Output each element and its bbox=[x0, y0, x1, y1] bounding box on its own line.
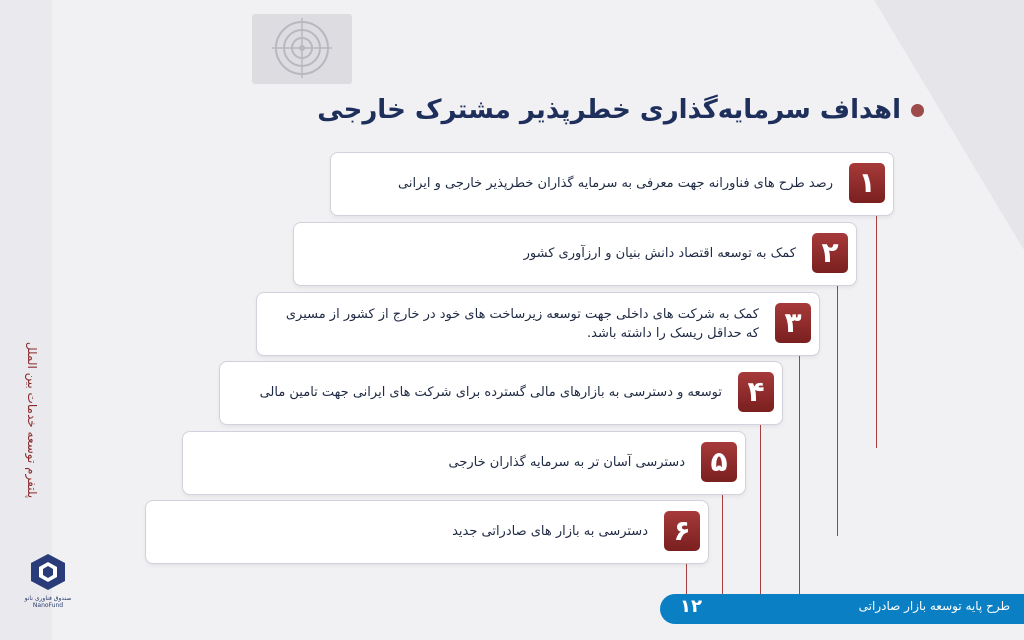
goal-step-4 bbox=[219, 361, 783, 425]
step-text: دسترسی به بازار های صادراتی جدید bbox=[452, 524, 648, 540]
goal-step-1 bbox=[330, 152, 894, 216]
goal-step-5 bbox=[182, 431, 746, 495]
sidebar-label: پلتفرم توسعه خدمات بین الملل bbox=[25, 341, 39, 499]
step-number: ۳ bbox=[775, 303, 811, 343]
logo-latin: NanoFund bbox=[32, 601, 64, 609]
step-text: دسترسی آسان تر به سرمایه گذاران خارجی bbox=[448, 455, 685, 471]
title-bullet bbox=[911, 104, 924, 117]
goal-step-6 bbox=[145, 500, 709, 564]
step-number: ۲ bbox=[812, 233, 848, 273]
step-text: توسعه و دسترسی به بازارهای مالی گسترده برای شرکت های ایرانی جهت تامین مالی bbox=[259, 385, 722, 401]
target-icon bbox=[272, 18, 332, 78]
nanofund-logo bbox=[18, 552, 78, 626]
goal-step-2 bbox=[293, 222, 857, 286]
target-illustration bbox=[252, 14, 352, 84]
step-text: کمک به شرکت های داخلی جهت توسعه زیرساخت های خود در خارج از کشور از مسیری که حداقل ریسک را داشته باشد. bbox=[285, 306, 759, 341]
sidebar-label-container bbox=[12, 320, 52, 520]
title-row bbox=[317, 92, 924, 128]
page-number: ۱۲ bbox=[680, 596, 702, 617]
connector-line bbox=[837, 276, 838, 536]
page-title: اهداف سرمایه‌گذاری خطرپذیر مشترک خارجی bbox=[317, 95, 901, 125]
connector-line bbox=[799, 346, 800, 596]
step-number: ۶ bbox=[664, 511, 700, 551]
step-number: ۱ bbox=[849, 163, 885, 203]
goal-step-3 bbox=[256, 292, 820, 356]
connector-line bbox=[876, 208, 877, 448]
step-number: ۵ bbox=[701, 442, 737, 482]
logo-name: صندوق فناوری نانو bbox=[24, 595, 72, 602]
connector-line bbox=[760, 416, 761, 596]
step-number: ۴ bbox=[738, 372, 774, 412]
connector-line bbox=[722, 486, 723, 596]
logo-icon bbox=[28, 552, 68, 592]
footer-text: طرح پایه توسعه بازار صادراتی bbox=[858, 599, 1010, 613]
step-text: رصد طرح های فناورانه جهت معرفی به سرمایه گذاران خطرپذیر خارجی و ایرانی bbox=[398, 176, 833, 192]
step-text: کمک به توسعه اقتصاد دانش بنیان و ارزآوری کشور bbox=[523, 246, 796, 262]
